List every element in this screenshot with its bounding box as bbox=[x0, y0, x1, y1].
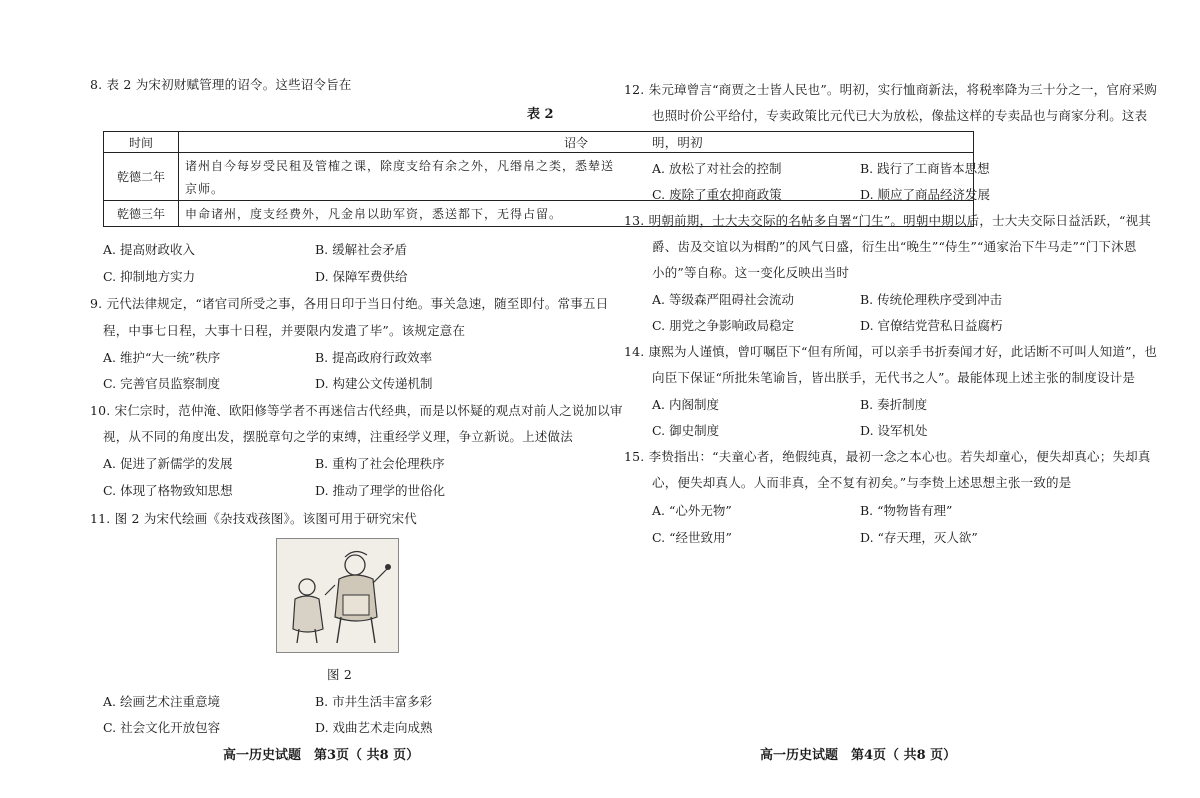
table-header-row bbox=[104, 132, 974, 153]
q11-option-d[interactable]: D. 戏曲艺术走向成熟 bbox=[315, 720, 433, 735]
q9-line: 9. 元代法律规定，“诸官司所受之事，各用日印于当日付绝。事关急速，随至即付。常事五日 bbox=[90, 296, 609, 311]
q15-option-c[interactable]: C. “经世致用” bbox=[652, 530, 732, 545]
q14-option-d[interactable]: D. 设军机处 bbox=[860, 423, 928, 438]
q10-line: 10. 宋仁宗时，范仲淹、欧阳修等学者不再迷信古代经典，而是以怀疑的观点对前人之说加以审 bbox=[90, 403, 623, 418]
q14-option-a[interactable]: A. 内阁制度 bbox=[652, 397, 719, 412]
row-time: 乾德三年 bbox=[104, 201, 179, 227]
figure-2-caption: 图 2 bbox=[327, 667, 353, 682]
q14-line: 向臣下保证“所批朱笔谕旨，皆出朕手，无代书之人”。最能体现上述主张的制度设计是 bbox=[652, 370, 1136, 385]
q11-option-b[interactable]: B. 市井生活丰富多彩 bbox=[315, 694, 433, 709]
q10-option-a[interactable]: A. 促进了新儒学的发展 bbox=[103, 456, 233, 471]
q10-option-b[interactable]: B. 重构了社会伦理秩序 bbox=[315, 456, 445, 471]
painting-illustration bbox=[277, 539, 398, 652]
q9-option-b[interactable]: B. 提高政府行政效率 bbox=[315, 350, 433, 365]
footer-left-page-number: 高一历史试题 第3页（ 共8 页） bbox=[223, 748, 420, 763]
q12-line: 明，明初 bbox=[652, 135, 703, 150]
q9-option-c[interactable]: C. 完善官员监察制度 bbox=[103, 376, 221, 391]
q15-line: 心，便失却真人。人而非真，全不复有初矣。”与李贽上述思想主张一致的是 bbox=[652, 475, 1072, 490]
q8-option-b[interactable]: B. 缓解社会矛盾 bbox=[315, 242, 408, 257]
row-edict: 申命诸州，度支经费外，凡金帛以助军资，悉送都下，无得占留。 bbox=[179, 201, 974, 227]
table-row bbox=[104, 153, 974, 201]
header-edict: 诏令 bbox=[179, 132, 974, 153]
footer-right-page-number: 高一历史试题 第4页（ 共8 页） bbox=[760, 748, 957, 763]
q8-option-d[interactable]: D. 保障军费供给 bbox=[315, 269, 408, 284]
table-2-title: 表 2 bbox=[527, 107, 554, 122]
q12-option-b[interactable]: B. 践行了工商皆本思想 bbox=[860, 161, 990, 176]
q11-stem: 11. 图 2 为宋代绘画《杂技戏孩图》。该图可用于研究宋代 bbox=[90, 511, 418, 526]
q14-option-c[interactable]: C. 御史制度 bbox=[652, 423, 720, 438]
q8-option-c[interactable]: C. 抑制地方实力 bbox=[103, 269, 196, 284]
q13-option-a[interactable]: A. 等级森严阻碍社会流动 bbox=[652, 292, 794, 307]
q12-option-c[interactable]: C. 废除了重农抑商政策 bbox=[652, 187, 782, 202]
q12-option-a[interactable]: A. 放松了对社会的控制 bbox=[652, 161, 782, 176]
q15-option-a[interactable]: A. “心外无物” bbox=[652, 503, 732, 518]
q12-line: 也照时价公平给付，专卖政策比元代已大为放松，像盐这样的专卖品也与商家分利。这表 bbox=[652, 108, 1148, 123]
q13-line: 13. 明朝前期，士大夫交际的名帖多自署“门生”。明朝中期以后，士大夫交际日益活跃，“视其 bbox=[624, 213, 1152, 228]
q15-line: 15. 李贽指出：“夫童心者，绝假纯真，最初一念之本心也。若失却童心，便失却真心；失却真 bbox=[624, 449, 1151, 464]
q10-line: 视，从不同的角度出发，摆脱章句之学的束缚，注重经学义理，争立新说。上述做法 bbox=[103, 429, 573, 444]
q13-option-c[interactable]: C. 朋党之争影响政局稳定 bbox=[652, 318, 795, 333]
q10-option-c[interactable]: C. 体现了格物致知思想 bbox=[103, 483, 233, 498]
q14-line: 14. 康熙为人谨慎，曾叮嘱臣下“但有所闻，可以亲手书折奏闻才好，此话断不可叫人知道”，也 bbox=[624, 344, 1158, 359]
q13-line: 小的”等自称。这一变化反映出当时 bbox=[652, 265, 850, 280]
q13-line: 爵、齿及交谊以为楫酌”的风气日盛，衍生出“晚生”“侍生”“通家治下牛马走”“门下沐恩 bbox=[652, 239, 1137, 254]
figure-2-painting bbox=[276, 538, 399, 653]
q9-option-d[interactable]: D. 构建公文传递机制 bbox=[315, 376, 433, 391]
q12-option-d[interactable]: D. 顺应了商品经济发展 bbox=[860, 187, 991, 202]
row-time: 乾德二年 bbox=[104, 153, 179, 201]
row-edict-line: 诸州自今每岁受民租及管榷之课，除度支给有余之外，凡缗帛之类，悉辇送 bbox=[185, 158, 615, 173]
q9-line: 程，中事七日程，大事十日程，并要限内发遣了毕”。该规定意在 bbox=[103, 323, 466, 338]
q13-option-b[interactable]: B. 传统伦理秩序受到冲击 bbox=[860, 292, 1003, 307]
q9-option-a[interactable]: A. 维护“大一统”秩序 bbox=[103, 350, 221, 365]
header-time: 时间 bbox=[104, 132, 179, 153]
q8-stem: 8. 表 2 为宋初财赋管理的诏令。这些诏令旨在 bbox=[90, 77, 352, 92]
q15-option-d[interactable]: D. “存天理，灭人欲” bbox=[860, 530, 978, 545]
q8-option-a[interactable]: A. 提高财政收入 bbox=[103, 242, 195, 257]
row-edict-line: 京师。 bbox=[185, 181, 225, 196]
q14-option-b[interactable]: B. 奏折制度 bbox=[860, 397, 928, 412]
q11-option-c[interactable]: C. 社会文化开放包容 bbox=[103, 720, 221, 735]
row-edict bbox=[179, 153, 974, 201]
q15-option-b[interactable]: B. “物物皆有理” bbox=[860, 503, 953, 518]
q12-line: 12. 朱元璋曾言“商贾之士皆人民也”。明初，实行恤商新法，将税率降为三十分之一，官府采购 bbox=[624, 82, 1158, 97]
q13-option-d[interactable]: D. 官僚结党营私日益腐朽 bbox=[860, 318, 1003, 333]
q11-option-a[interactable]: A. 绘画艺术注重意境 bbox=[103, 694, 220, 709]
q10-option-d[interactable]: D. 推动了理学的世俗化 bbox=[315, 483, 446, 498]
